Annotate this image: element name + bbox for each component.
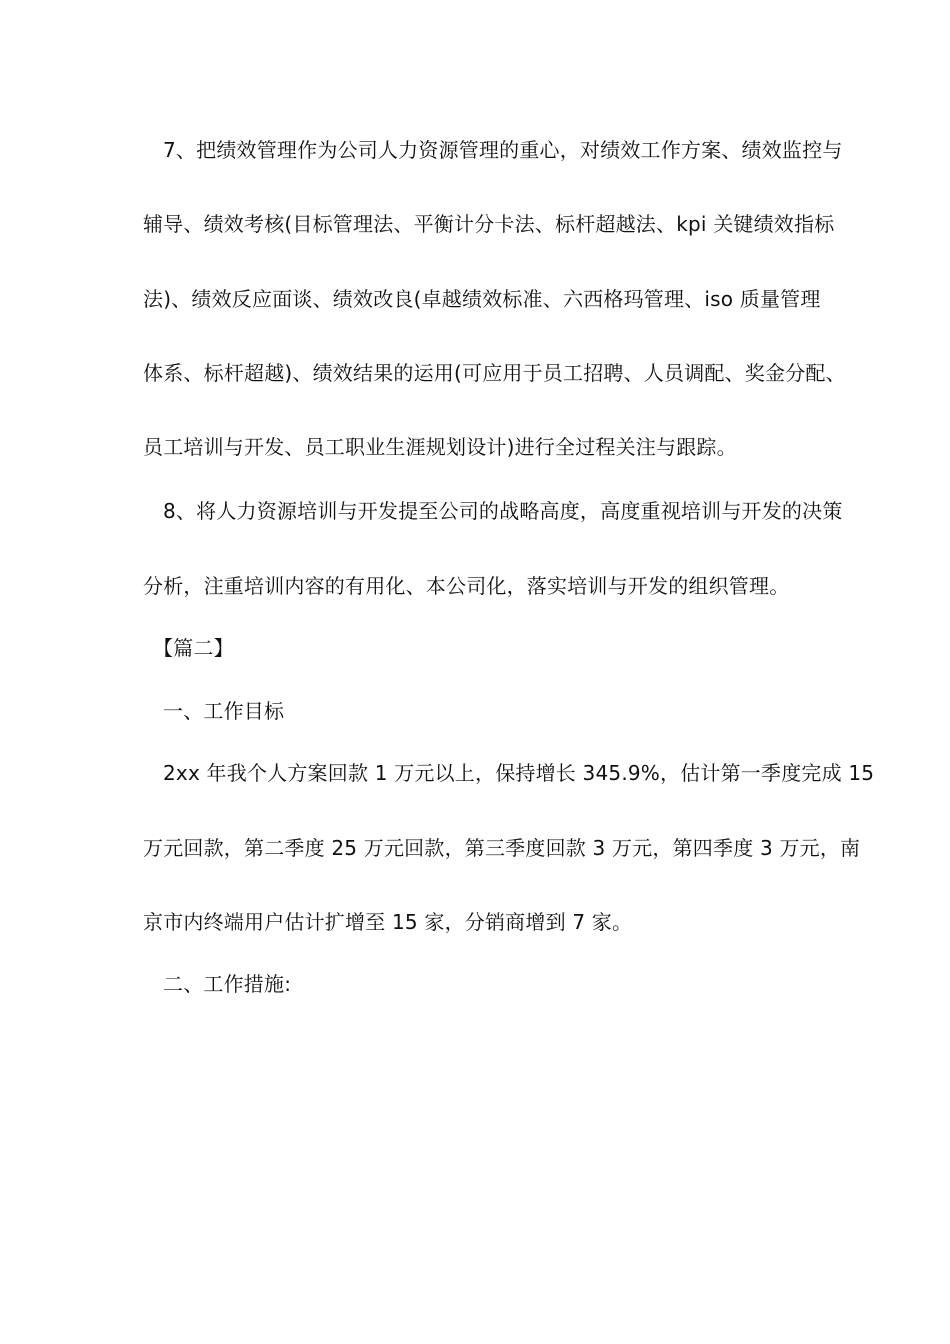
- goals-paragraph-line-2: 万元回款，第二季度 25 万元回款，第三季度回款 3 万元，第四季度 3 万元，南: [143, 836, 861, 860]
- paragraph-7-line-1: 7、把绩效管理作为公司人力资源管理的重心，对绩效工作方案、绩效监控与: [163, 138, 843, 162]
- heading-work-goals: 一、工作目标: [163, 699, 285, 723]
- section-title: 【篇二】: [153, 636, 234, 660]
- paragraph-7-line-3: 法)、绩效反应面谈、绩效改良(卓越绩效标准、六西格玛管理、iso 质量管理: [143, 287, 821, 311]
- paragraph-7-line-5: 员工培训与开发、员工职业生涯规划设计)进行全过程关注与跟踪。: [143, 435, 737, 459]
- paragraph-8-line-1: 8、将人力资源培训与开发提至公司的战略高度，高度重视培训与开发的决策: [163, 499, 843, 523]
- paragraph-7-line-2: 辅导、绩效考核(目标管理法、平衡计分卡法、标杆超越法、kpi 关键绩效指标: [143, 212, 835, 236]
- goals-paragraph-line-3: 京市内终端用户估计扩增至 15 家，分销商增到 7 家。: [143, 910, 633, 934]
- paragraph-8-line-2: 分析，注重培训内容的有用化、本公司化，落实培训与开发的组织管理。: [143, 574, 790, 598]
- paragraph-7-line-4: 体系、标杆超越)、绩效结果的运用(可应用于员工招聘、人员调配、奖金分配、: [143, 361, 846, 385]
- goals-paragraph-line-1: 2xx 年我个人方案回款 1 万元以上，保持增长 345.9%，估计第一季度完成 15: [163, 761, 875, 785]
- heading-work-measures: 二、工作措施:: [163, 972, 292, 996]
